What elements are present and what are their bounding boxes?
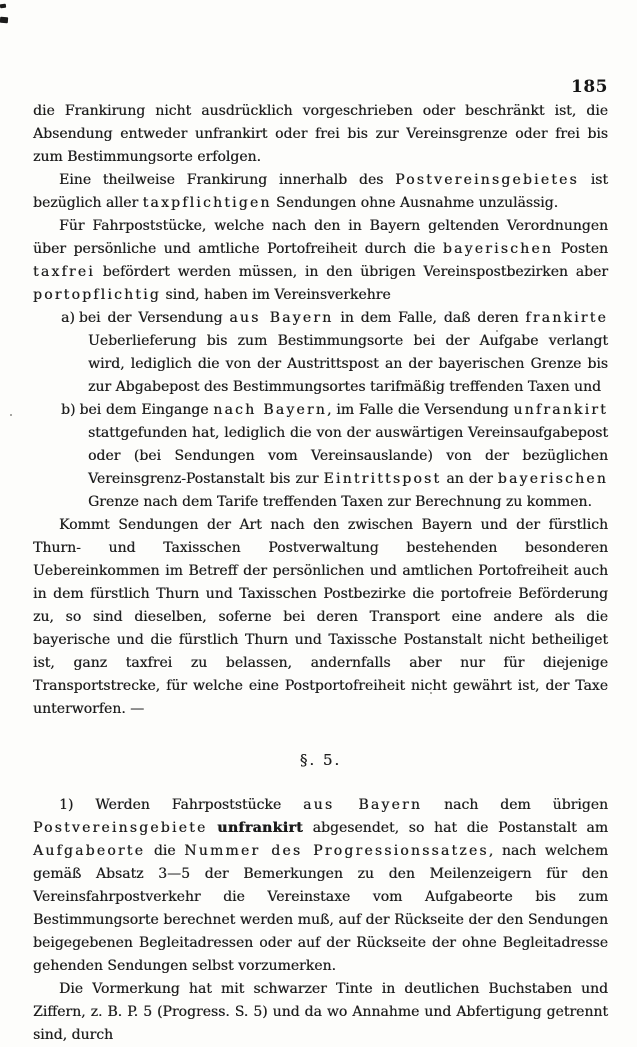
emphasis-spaced-text: frankirte	[525, 310, 609, 326]
list-item	[33, 399, 608, 514]
body-text: an der	[441, 471, 498, 487]
emphasis-spaced-text: bayerischen	[497, 471, 609, 487]
emphasis-spaced-text: Postvereinsgebietes	[395, 172, 579, 188]
body-text: bei dem Eingange	[79, 402, 214, 418]
emphasis-spaced-text: portopflichtig	[33, 287, 161, 303]
emphasis-spaced-text: Aufgabeorte	[33, 843, 146, 859]
body-text: , nach welchem gemäß Absatz 3—5 der Bemerkungen zu den Meilenzeigern für den Vereinsfahrpostverkehr die Vereinstaxe vom Aufgabeorte bis zum Bestimmungsorte berechnet werden muß, auf der Rückseite der den Sendungen beigegebenen Begleitadressen oder auf der Rückseite der ohne Begleitadresse gehenden Sendungen selbst vorzumerken.	[33, 843, 608, 974]
emphasis-spaced-text: bayerischen	[442, 241, 554, 257]
list-item	[33, 307, 608, 399]
body-text: 1) Werden Fahrpoststücke	[59, 797, 304, 813]
body-text	[207, 820, 217, 836]
body-text: bei der Versendung	[78, 310, 230, 326]
emphasis-spaced-text: Postvereinsgebiete	[33, 820, 208, 836]
list-marker: a)	[61, 310, 75, 326]
body-text: die Frankirung nicht ausdrücklich vorgeschrieben oder beschränkt ist, die Absendung entweder unfrankirt oder frei bis zur Vereinsgrenze oder frei bis zum Bestimmungsorte erfolgen.	[33, 103, 608, 165]
page-body	[33, 100, 608, 1047]
emphasis-spaced-text: taxfrei	[33, 264, 95, 280]
emphasis-spaced-text: unfrankirt	[513, 402, 608, 418]
emphasis-spaced-text: aus Bayern	[229, 310, 334, 326]
paragraph	[33, 514, 608, 721]
body-text: stattgefunden hat, lediglich die von der auswärtigen Vereinsaufgabepost oder (bei Sendungen vom Vereinsauslande) von der bezüglichen Vereinsgrenz-Postanstalt bis zur	[88, 425, 608, 487]
scan-speck	[10, 414, 12, 416]
scan-edge-mark	[0, 4, 6, 9]
emphasis-spaced-text: Nummer des Progressionssatzes	[184, 843, 489, 859]
paragraph	[33, 100, 608, 169]
paragraph	[33, 169, 608, 215]
body-text: in dem Falle, daß deren	[333, 310, 526, 326]
body-text: die	[145, 843, 185, 859]
paragraph	[33, 978, 608, 1047]
emphasis-spaced-text: aus Bayern	[303, 797, 423, 813]
paragraph	[33, 794, 608, 978]
body-text: Grenze nach dem Tarife treffenden Taxen zur Berechnung zu kommen.	[88, 494, 592, 510]
page-number: 185	[571, 77, 608, 97]
body-text: abgesendet, so hat die Postanstalt am	[302, 820, 609, 836]
body-text: Posten	[553, 241, 608, 257]
emphasis-spaced-text: taxpflichtigen	[142, 195, 272, 211]
body-text: Ueberlieferung bis zum Bestimmungsorte bei der Aufgabe verlangt wird, lediglich die von der Austrittspost an der bayerischen Grenze bis zur Abgabepost des Bestimmungsortes tarifmäßig treffenden Taxen und	[88, 333, 608, 395]
paragraph	[33, 215, 608, 307]
section-heading: §. 5.	[299, 751, 342, 769]
emphasis-spaced-text: nach Bayern	[213, 402, 328, 418]
emphasis-bold-text: unfrankirt	[217, 820, 303, 836]
body-text: Kommt Sendungen der Art nach den zwischen Bayern und der fürstlich Thurn- und Taxisschen Postverwaltung bestehenden besonderen Uebereinkommen im Betreff der persönlichen und amtlichen Portofreiheit auch in dem fürstlich Thurn und Taxisschen Postbezirke die portofreie Beförderung zu, so sind dieselben, soferne bei deren Transport eine andere als die bayerische und die fürstlich Thurn und Taxissche Postanstalt nicht betheiliget ist, ganz taxfrei zu belassen, andernfalls aber nur für diejenige Transportstrecke, für welche eine Postportofreiheit nicht gewährt ist, der Taxe unterworfen. —	[33, 517, 608, 717]
body-text: nach dem übrigen	[422, 797, 608, 813]
body-text: Eine theilweise Frankirung innerhalb des	[59, 172, 396, 188]
body-text: ist bezüglich aller	[33, 172, 608, 211]
list-marker: b)	[61, 402, 76, 418]
body-text: sind, haben im Vereinsverkehre	[160, 287, 391, 303]
body-text: Sendungen ohne Ausnahme unzulässig.	[271, 195, 559, 211]
emphasis-spaced-text: Eintrittspost	[323, 471, 442, 487]
body-text: , im Falle die Versendung	[327, 402, 514, 418]
body-text: Die Vormerkung hat mit schwarzer Tinte in deutlichen Buchstaben und Ziffern, z. B. P. 5 (Progress. S. 5) und da wo Annahme und Abfertigung getrennt sind, durch	[33, 981, 608, 1043]
body-text: befördert werden müssen, in den übrigen Vereinspostbezirken aber	[94, 264, 608, 280]
scan-edge-mark	[0, 17, 8, 24]
body-text: Für Fahrpoststücke, welche nach den in Bayern geltenden Verordnungen über persönliche und amtliche Portofreiheit durch die	[33, 218, 608, 257]
